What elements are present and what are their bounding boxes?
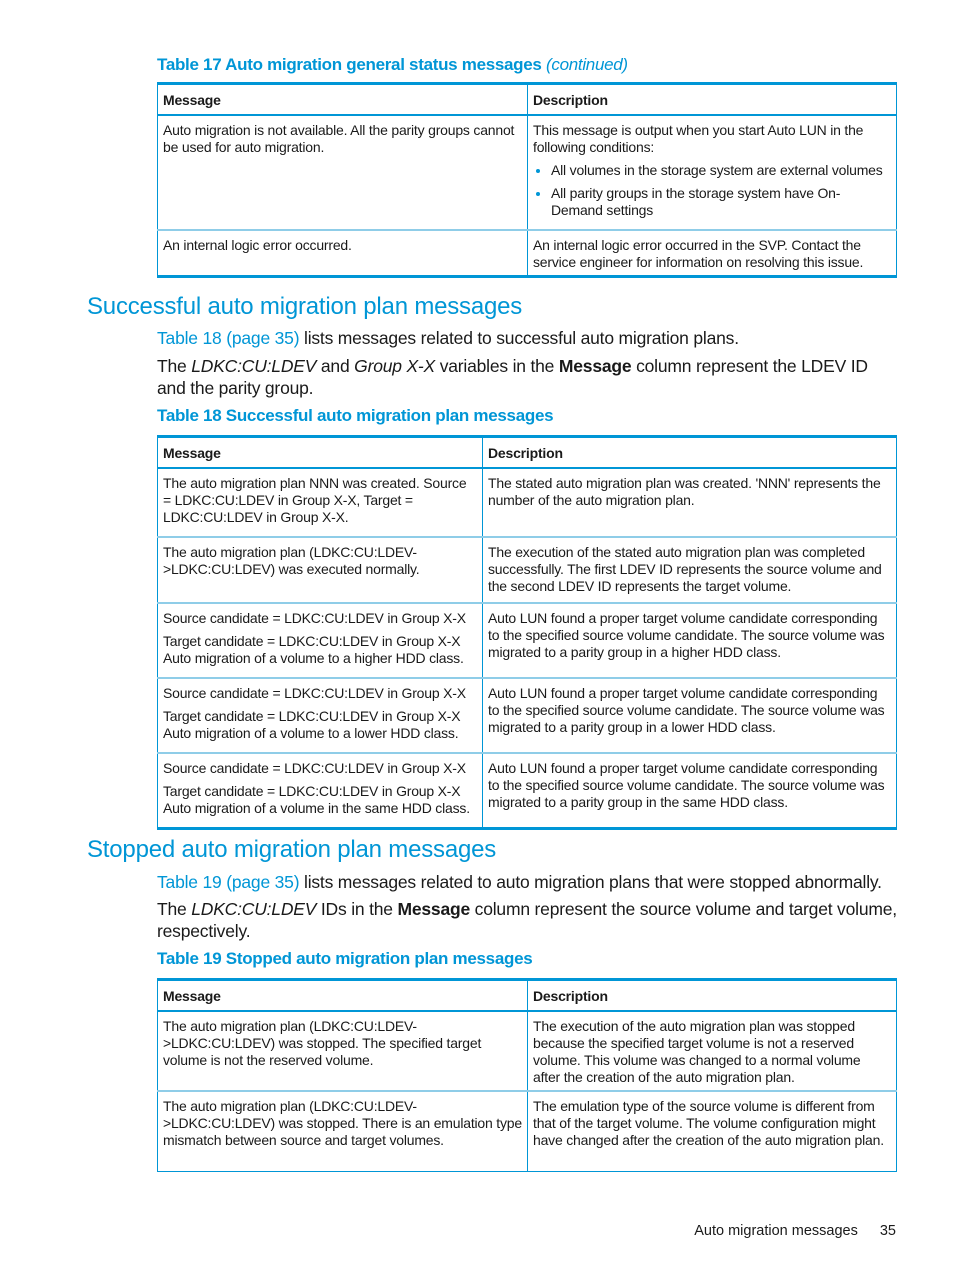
description-text: This message is output when you start Auto LUN in the following conditions: [533,122,864,155]
text: Source candidate = LDKC:CU:LDEV in Group X-X [163,685,466,701]
header-message: Message [158,980,528,1012]
paragraph [157,355,897,399]
paragraph [157,898,897,942]
table17-caption [157,55,628,75]
description-cell: Auto LUN found a proper target volume candidate corresponding to the specified source volume candidate. The source volume was migrated to a parity group in a higher HDD class. [483,603,897,678]
table19 [157,978,897,1172]
text: lists messages related to auto migration plans that were stopped abnormally. [299,872,882,892]
table19-link[interactable]: Table 19 (page 35) [157,872,300,892]
text: The auto migration plan NNN was created. Source = LDKC:CU:LDEV in Group X-X, Target = LDKC:CU:LDEV in Group X-X. [163,475,467,525]
table-row [158,603,897,678]
bold-term: Message [558,356,632,376]
text: Target candidate = LDKC:CU:LDEV in Group X-X Auto migration of a volume to a higher HDD class. [163,633,464,666]
variable: LDKC:CU:LDEV [191,899,317,919]
table-row [158,230,897,277]
header-description: Description [528,980,897,1012]
continued-label: (continued) [546,55,628,74]
text: Source candidate = LDKC:CU:LDEV in Group X-X [163,610,466,626]
text: The [157,899,192,919]
message-cell: Auto migration is not available. All the parity groups cannot be used for auto migration. [158,115,528,230]
description-cell [528,115,897,230]
table18-caption: Table 18 Successful auto migration plan messages [157,406,554,425]
table-row [158,115,897,230]
header-description: Description [483,437,897,469]
text: Target candidate = LDKC:CU:LDEV in Group X-X Auto migration of a volume in the same HDD class. [163,783,470,816]
header-description: Description [528,84,897,116]
table-row [158,753,897,829]
description-cell: Auto LUN found a proper target volume candidate corresponding to the specified source volume candidate. The source volume was migrated to a parity group in a lower HDD class. [483,678,897,753]
message-cell [158,537,483,603]
text: The [157,356,192,376]
page-footer [694,1223,896,1239]
list-item: • All parity groups in the storage system have On-Demand settings [551,185,891,219]
table-row [158,537,897,603]
paragraph [157,327,897,349]
description-cell: The execution of the stated auto migration plan was completed successfully. The first LDEV ID represents the source volume and the second LDEV ID represents the target volume. [483,537,897,603]
text: variables in the [435,356,559,376]
bold-term: Message [397,899,470,919]
text: and [316,356,355,376]
text: column represent the LDEV ID and the parity group. [157,356,868,398]
header-message: Message [158,437,483,469]
description-cell: The emulation type of the source volume is different from that of the target volume. The volume configuration might have changed after the creation of the auto migration plan. [528,1091,897,1171]
description-cell: The execution of the auto migration plan was stopped because the specified target volume is not a reserved volume. This volume was changed to a normal volume after the creation of the auto migration plan. [528,1011,897,1091]
description-cell: The stated auto migration plan was created. 'NNN' represents the number of the auto migration plan. [483,468,897,537]
message-cell [158,753,483,829]
section-heading: Successful auto migration plan messages [87,293,523,320]
section-heading: Stopped auto migration plan messages [87,836,497,863]
text: IDs in the [316,899,398,919]
table-row [158,1011,897,1091]
header-message: Message [158,84,528,116]
message-cell: An internal logic error occurred. [158,230,528,277]
description-cell: Auto LUN found a proper target volume candidate corresponding to the specified source volume candidate. The source volume was migrated to a parity group in the same HDD class. [483,753,897,829]
caption-text: Table 17 Auto migration general status messages [157,55,542,74]
table-row [158,468,897,537]
text: lists messages related to successful auto migration plans. [299,328,739,348]
table18-link[interactable]: Table 18 (page 35) [157,328,300,348]
page-number: 35 [879,1223,896,1239]
table18 [157,435,897,830]
message-cell [158,603,483,678]
text: Source candidate = LDKC:CU:LDEV in Group X-X [163,760,466,776]
conditions-list [533,162,891,219]
table-row [158,678,897,753]
message-cell: The auto migration plan (LDKC:CU:LDEV->LDKC:CU:LDEV) was stopped. There is an emulation type mismatch between source and target volumes. [158,1091,528,1171]
table17 [157,82,897,278]
variable: LDKC:CU:LDEV [191,356,317,376]
message-cell: The auto migration plan (LDKC:CU:LDEV->LDKC:CU:LDEV) was stopped. The specified target volume is not the reserved volume. [158,1011,528,1091]
table19-caption: Table 19 Stopped auto migration plan messages [157,949,533,968]
variable: Group X-X [354,356,436,376]
description-cell: An internal logic error occurred in the SVP. Contact the service engineer for information on resolving this issue. [528,230,897,277]
footer-section: Auto migration messages [694,1223,858,1239]
paragraph [157,871,897,893]
text: column represent the source volume and target volume, respectively. [157,899,897,941]
text: Target candidate = LDKC:CU:LDEV in Group X-X Auto migration of a volume to a lower HDD class. [163,708,461,741]
message-cell [158,468,483,537]
message-cell [158,678,483,753]
list-item: • All volumes in the storage system are external volumes [551,162,891,179]
text: The auto migration plan (LDKC:CU:LDEV->LDKC:CU:LDEV) was executed normally. [163,544,420,577]
table-row [158,1091,897,1171]
